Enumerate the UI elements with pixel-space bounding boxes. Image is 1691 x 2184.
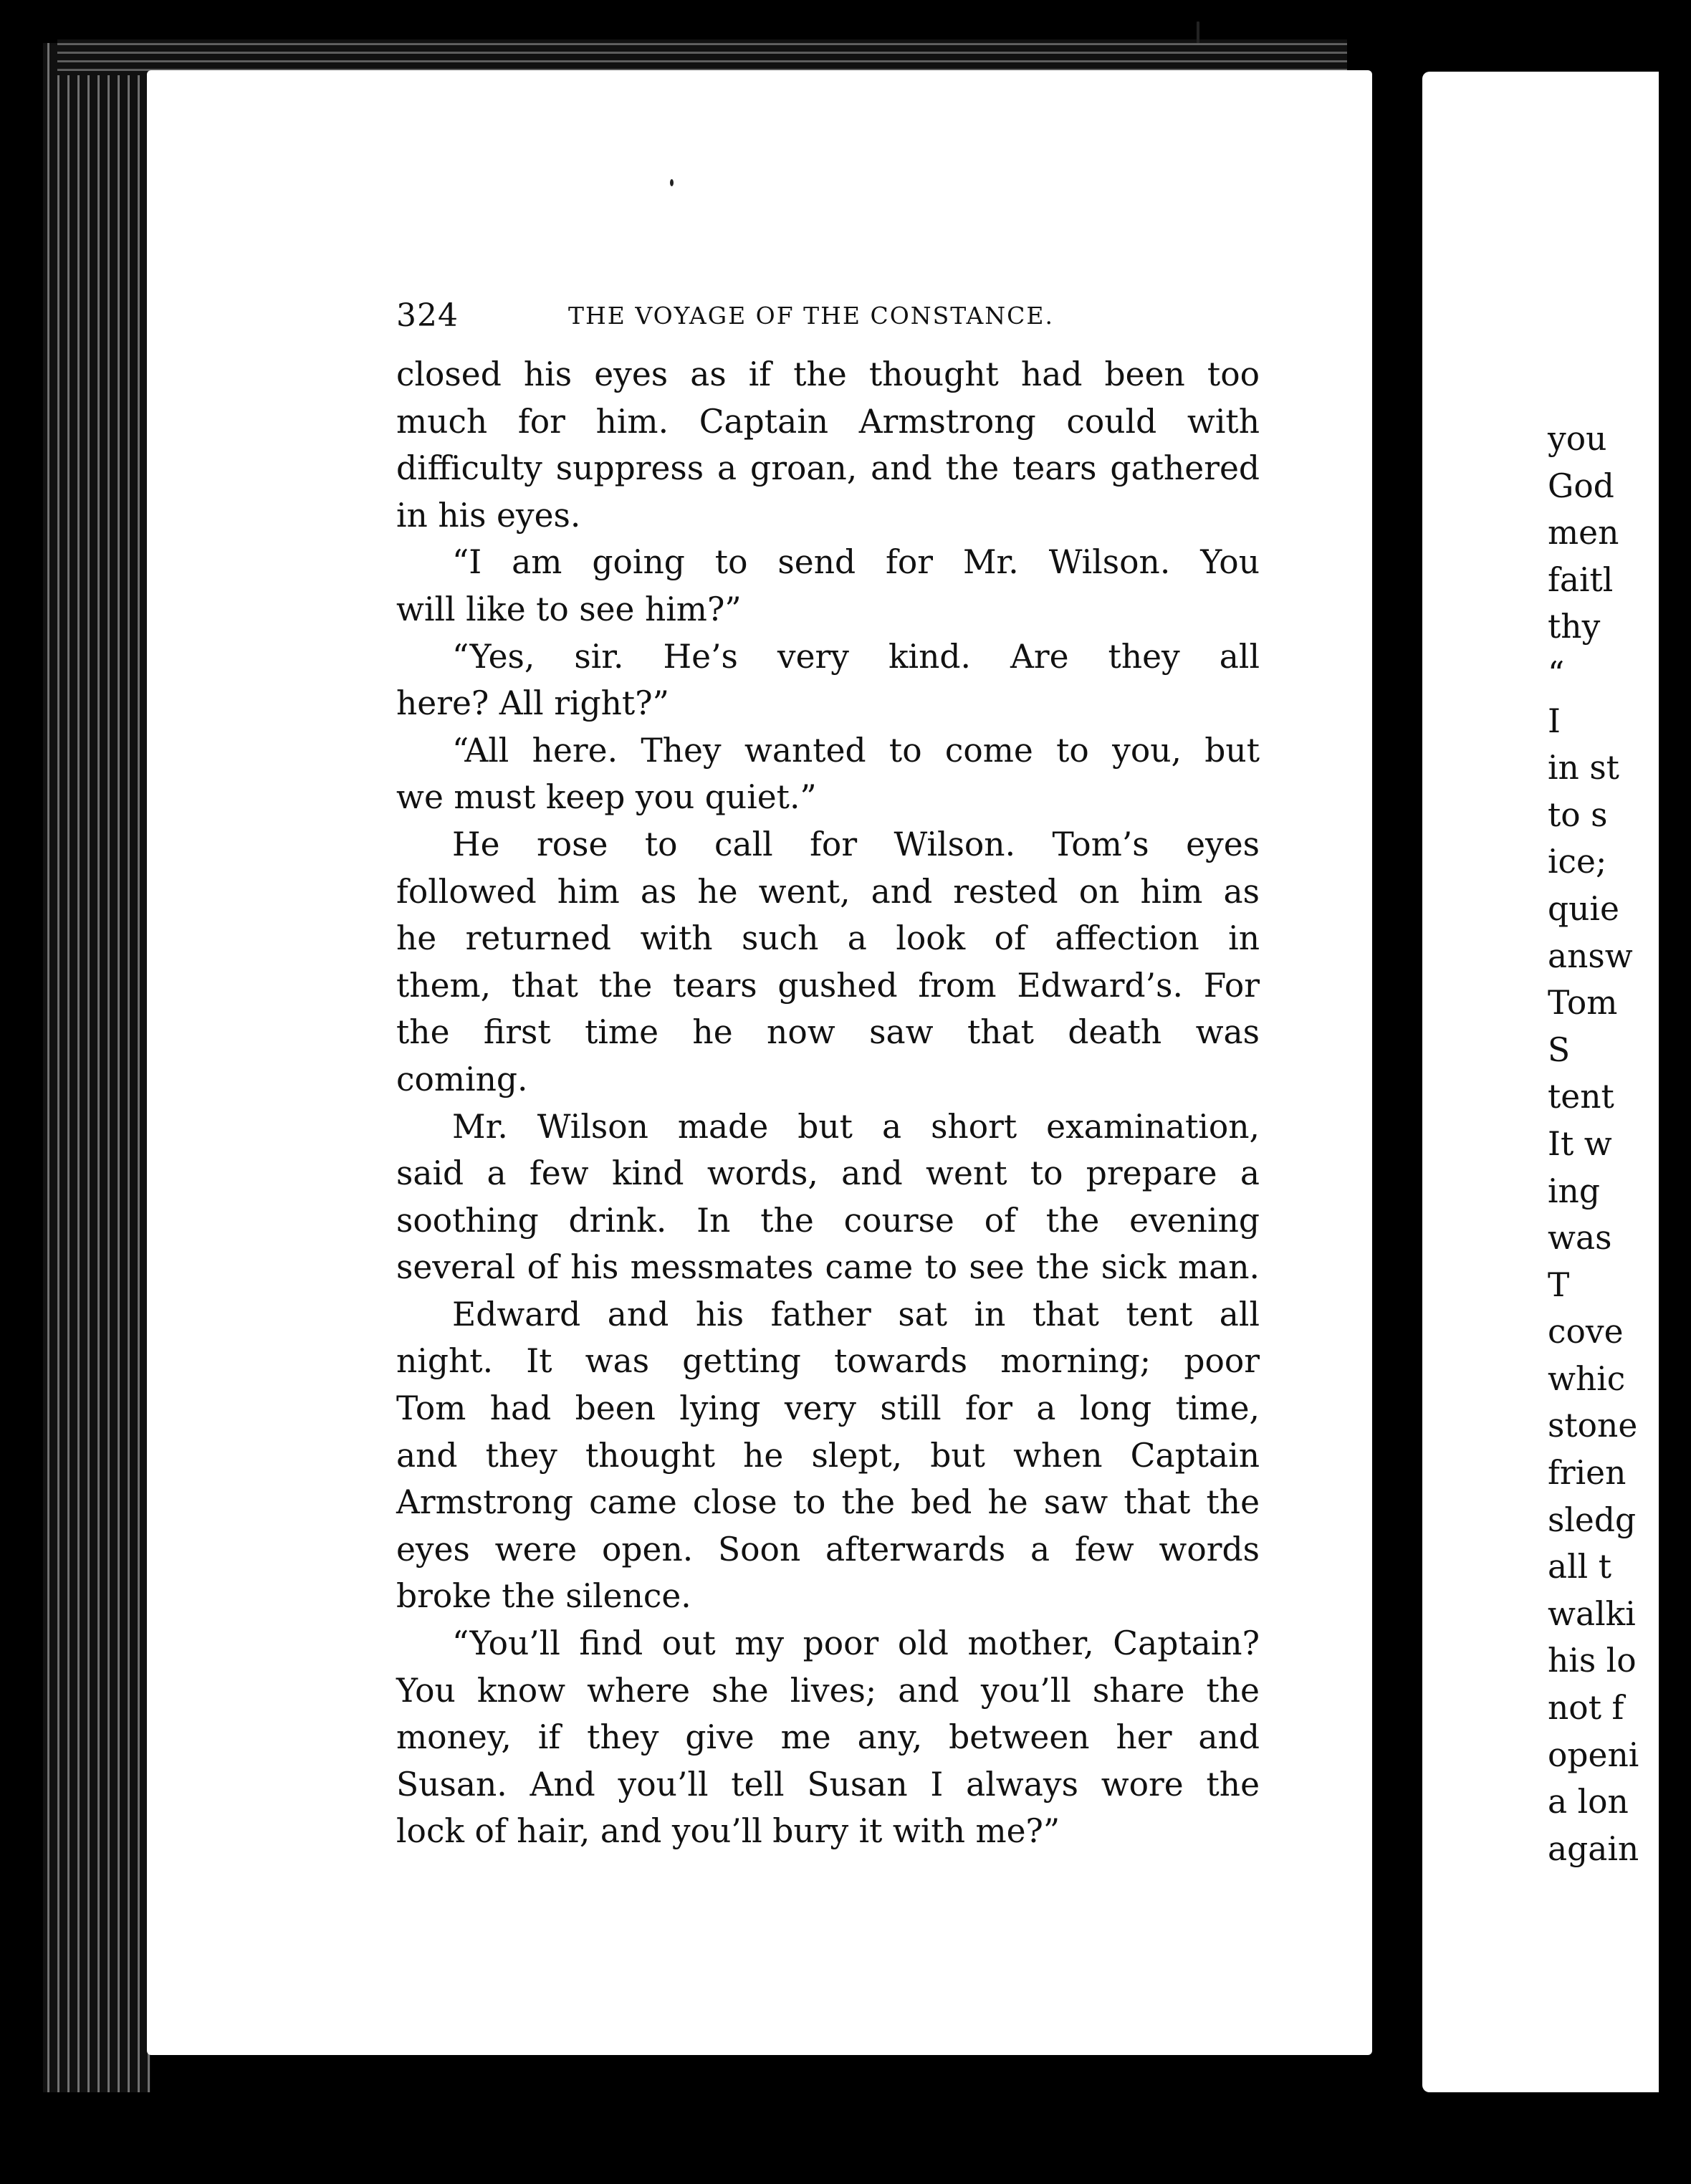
text-line: soothing drink. In the course of the evening (396, 1201, 1260, 1240)
facing-page-line: S (1548, 1030, 1571, 1069)
facing-page-line: all t (1548, 1548, 1611, 1586)
facing-page-line: answ (1548, 937, 1633, 975)
facing-page-line: to s (1548, 795, 1608, 834)
facing-page-line: walki (1548, 1594, 1636, 1633)
facing-page-line: sledg (1548, 1500, 1637, 1539)
text-line: “All here. They wanted to come to you, but (452, 731, 1260, 770)
text-line: difficulty suppress a groan, and the tears gathered (396, 449, 1260, 488)
text-line: Edward and his father sat in that tent all (452, 1295, 1260, 1333)
facing-page-line: tent (1548, 1078, 1614, 1116)
text-line: several of his messmates came to see the sick man. (396, 1248, 1260, 1287)
book-page-edges-left (43, 43, 150, 2092)
facing-page-line: faitl (1548, 560, 1614, 599)
facing-page-line: in st (1548, 749, 1619, 787)
facing-page-line: men (1548, 514, 1619, 552)
facing-page-line: was (1548, 1219, 1612, 1258)
text-line: night. It was getting towards morning; poor (396, 1342, 1260, 1381)
text-line: said a few kind words, and went to prepare a (396, 1154, 1260, 1193)
text-line: followed him as he went, and rested on him as (396, 872, 1260, 911)
facing-page-line: I (1548, 701, 1561, 740)
text-line: coming. (396, 1060, 528, 1098)
body-text (396, 351, 1260, 1855)
text-line: in his eyes. (396, 496, 581, 535)
text-line: “Yes, sir. He’s very kind. Are they all (452, 637, 1260, 676)
text-line: “I am going to send for Mr. Wilson. You (452, 543, 1260, 582)
running-head (396, 297, 1278, 340)
facing-page-line: a lon (1548, 1783, 1629, 1821)
text-line: Mr. Wilson made but a short examination, (452, 1107, 1260, 1146)
facing-page-line: Tom (1548, 984, 1618, 1022)
text-line: “You’ll find out my poor old mother, Captain? (452, 1624, 1260, 1663)
facing-page-line: quie (1548, 889, 1619, 928)
facing-page-line: you (1548, 420, 1607, 458)
facing-page-line: cove (1548, 1313, 1624, 1351)
text-line: Susan. And you’ll tell Susan I always wore the (396, 1765, 1260, 1804)
facing-page-line: openi (1548, 1735, 1639, 1774)
facing-page-line: stone (1548, 1407, 1638, 1445)
text-line: He rose to call for Wilson. Tom’s eyes (452, 825, 1260, 863)
text-line: will like to see him?” (396, 590, 742, 628)
facing-page-line: whic (1548, 1359, 1626, 1398)
text-line: them, that the tears gushed from Edward’s. For (396, 966, 1260, 1005)
text-line: eyes were open. Soon afterwards a few words (396, 1530, 1260, 1568)
text-line: Armstrong came close to the bed he saw that the (396, 1483, 1260, 1522)
facing-page-line: “ (1548, 654, 1565, 693)
text-line: lock of hair, and you’ll bury it with me?” (396, 1812, 1060, 1851)
facing-page-line: frien (1548, 1454, 1627, 1493)
facing-page-line: It w (1548, 1124, 1612, 1163)
page-number: 324 (396, 297, 459, 334)
text-line: and they thought he slept, but when Captain (396, 1436, 1260, 1475)
facing-page-line: again (1548, 1829, 1639, 1868)
facing-page-line: not f (1548, 1689, 1624, 1728)
text-line: the first time he now saw that death was (396, 1013, 1260, 1052)
text-line: Tom had been lying very still for a long time, (396, 1389, 1260, 1428)
facing-page-line: ing (1548, 1172, 1600, 1210)
text-line: closed his eyes as if the thought had been too (396, 355, 1260, 393)
facing-page-line: God (1548, 466, 1614, 505)
text-line: money, if they give me any, between her and (396, 1718, 1260, 1757)
facing-page-line: T (1548, 1265, 1570, 1304)
scan-speck (670, 179, 674, 186)
facing-page-line: thy (1548, 608, 1601, 646)
facing-page-line: ice; (1548, 843, 1607, 881)
text-line: we must keep you quiet.” (396, 778, 817, 817)
text-line: much for him. Captain Armstrong could with (396, 402, 1260, 441)
text-line: he returned with such a look of affection in (396, 919, 1260, 958)
running-title: THE VOYAGE OF THE CONSTANCE. (568, 302, 1055, 330)
text-line: You know where she lives; and you’ll share the (396, 1671, 1260, 1710)
facing-page-line: his lo (1548, 1642, 1637, 1680)
facing-page-text (1548, 416, 1691, 1872)
text-line: broke the silence. (396, 1577, 691, 1616)
scan-speck (1197, 21, 1199, 43)
text-line: here? All right?” (396, 684, 669, 723)
